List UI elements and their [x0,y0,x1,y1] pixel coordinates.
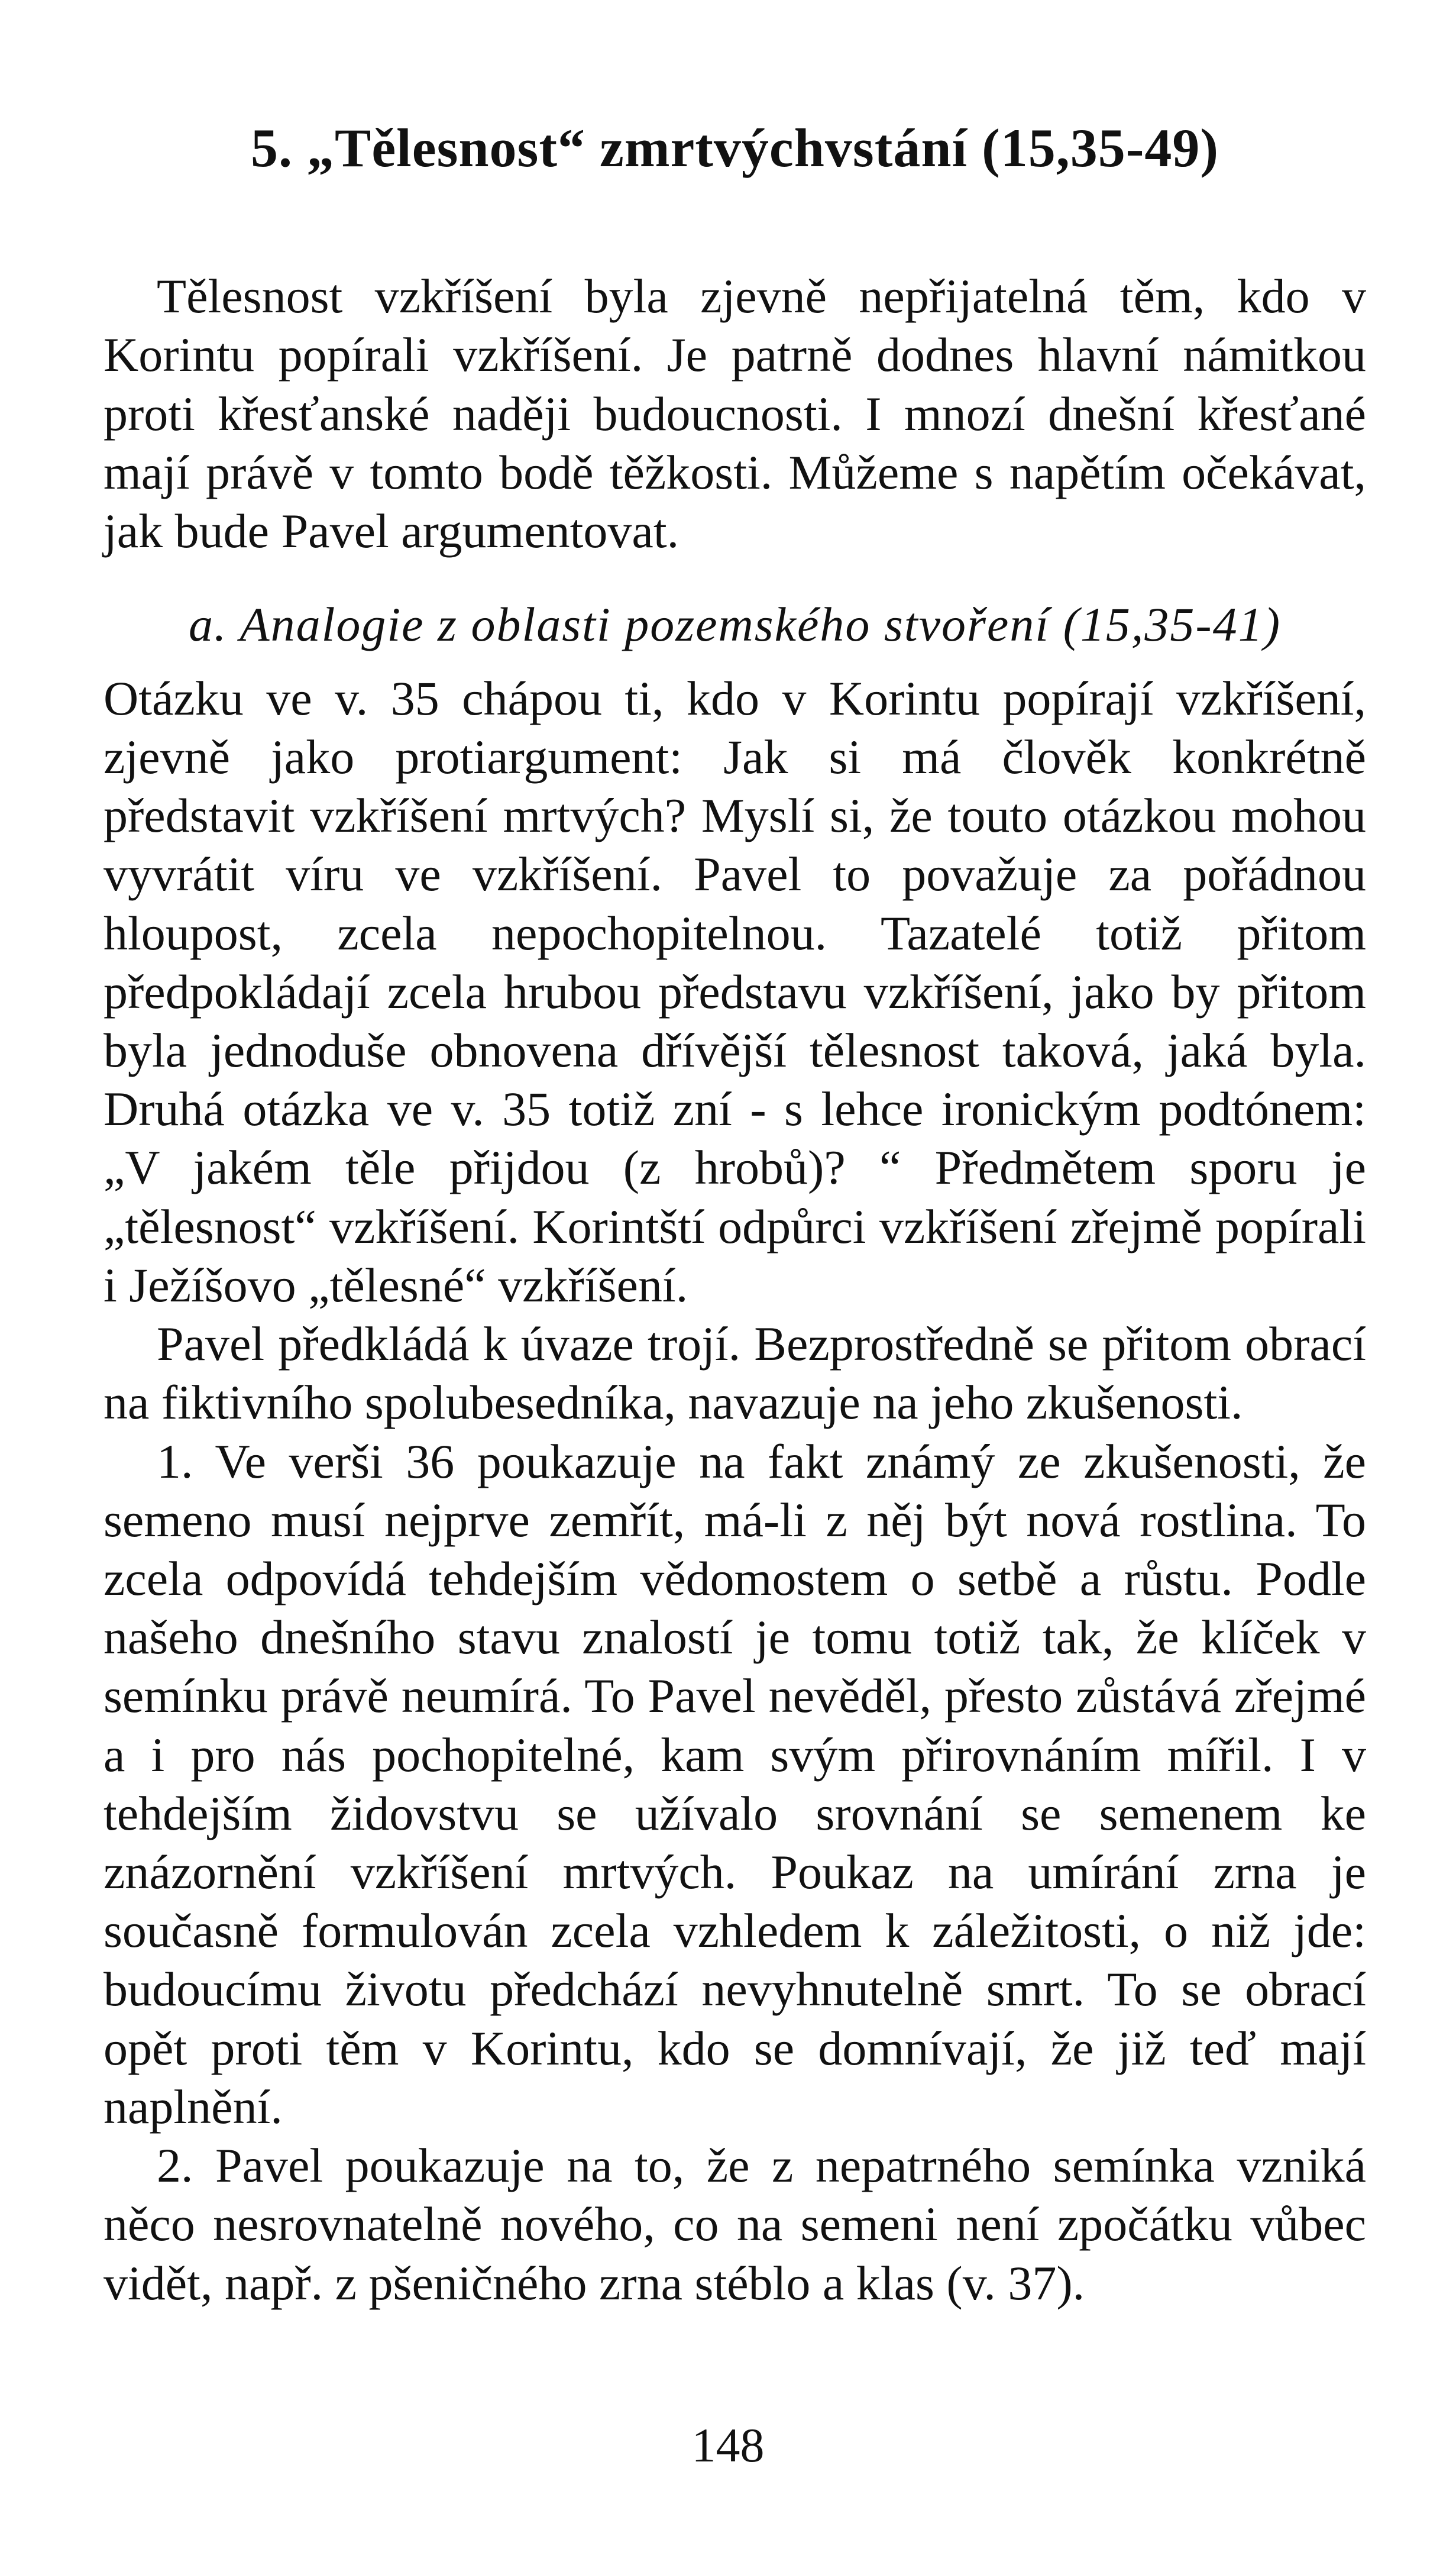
page-body [103,118,1366,2312]
chapter-title: 5. „Tělesnost“ zmrtvýchvstání (15,35-49) [250,118,1219,178]
intro-paragraph: Tělesnost vzkříšení byla zjevně nepřijatelná těm, kdo v Korintu popírali vzkříšení. Je patrně dodnes hlavní námitkou proti křesťanské naději budoucnosti. I mnozí dnešní křesťané mají právě v tomto bodě těžkosti. Můžeme s napětím očekávat, jak bude Pavel argumentovat. [103,269,1366,558]
body-paragraph: Pavel předkládá k úvaze trojí. Bezprostředně se přitom obrací na fiktivního spolubesedníka, navazuje na jeho zkušenosti. [103,1317,1366,1430]
page-number: 148 [691,2418,765,2472]
body-paragraph: 2. Pavel poukazuje na to, že z nepatrného semínka vzniká něco nesrovnatelně nového, co na semeni není zpočátku vůbec vidět, např. z pšeničného zrna stéblo a klas (v. 37). [103,2138,1366,2310]
body-paragraph: 1. Ve verši 36 poukazuje na fakt známý ze zkušenosti, že semeno musí nejprve zemřít, má-li z něj být nová rostlina. To zcela odpovídá tehdejším vědomostem o setbě a růstu. Podle našeho dnešního stavu znalostí je tomu totiž tak, že klíček v semínku právě neumírá. To Pavel nevěděl, přesto zůstává zřejmé a i pro nás pochopitelné, kam svým přirovnáním mířil. I v tehdejším židovstvu se užívalo srovnání se semenem ke znázornění vzkříšení mrtvých. Poukaz na umírání zrna je současně formulován zcela vzhledem k záležitosti, o niž jde: budoucímu životu předchází nevyhnutelně smrt. To se obrací opět proti těm v Korintu, kdo se domnívají, že již teď mají naplnění. [103,1434,1366,2134]
section-heading: a. Analogie z oblasti pozemského stvoření (15,35-41) [188,597,1282,652]
body-paragraph: Otázku ve v. 35 chápou ti, kdo v Korintu popírají vzkříšení, zjevně jako protiargument: Jak si má člověk konkrétně představit vzkříšení mrtvých? Myslí si, že touto otázkou mohou vyvrátit víru ve vzkříšení. Pavel to považuje za pořádnou hloupost, zcela nepochopitelnou. Tazatelé totiž přitom předpokládají zcela hrubou představu vzkříšení, jako by přitom byla jednoduše obnovena dřívější tělesnost taková, jaká byla. Druhá otázka ve v. 35 totiž zní - s lehce ironickým podtónem: „V jakém těle přijdou (z hrobů)? “ Předmětem sporu je „tělesnost“ vzkříšení. Korintští odpůrci vzkříšení zřejmě popírali i Ježíšovo „tělesné“ vzkříšení. [103,671,1366,1312]
